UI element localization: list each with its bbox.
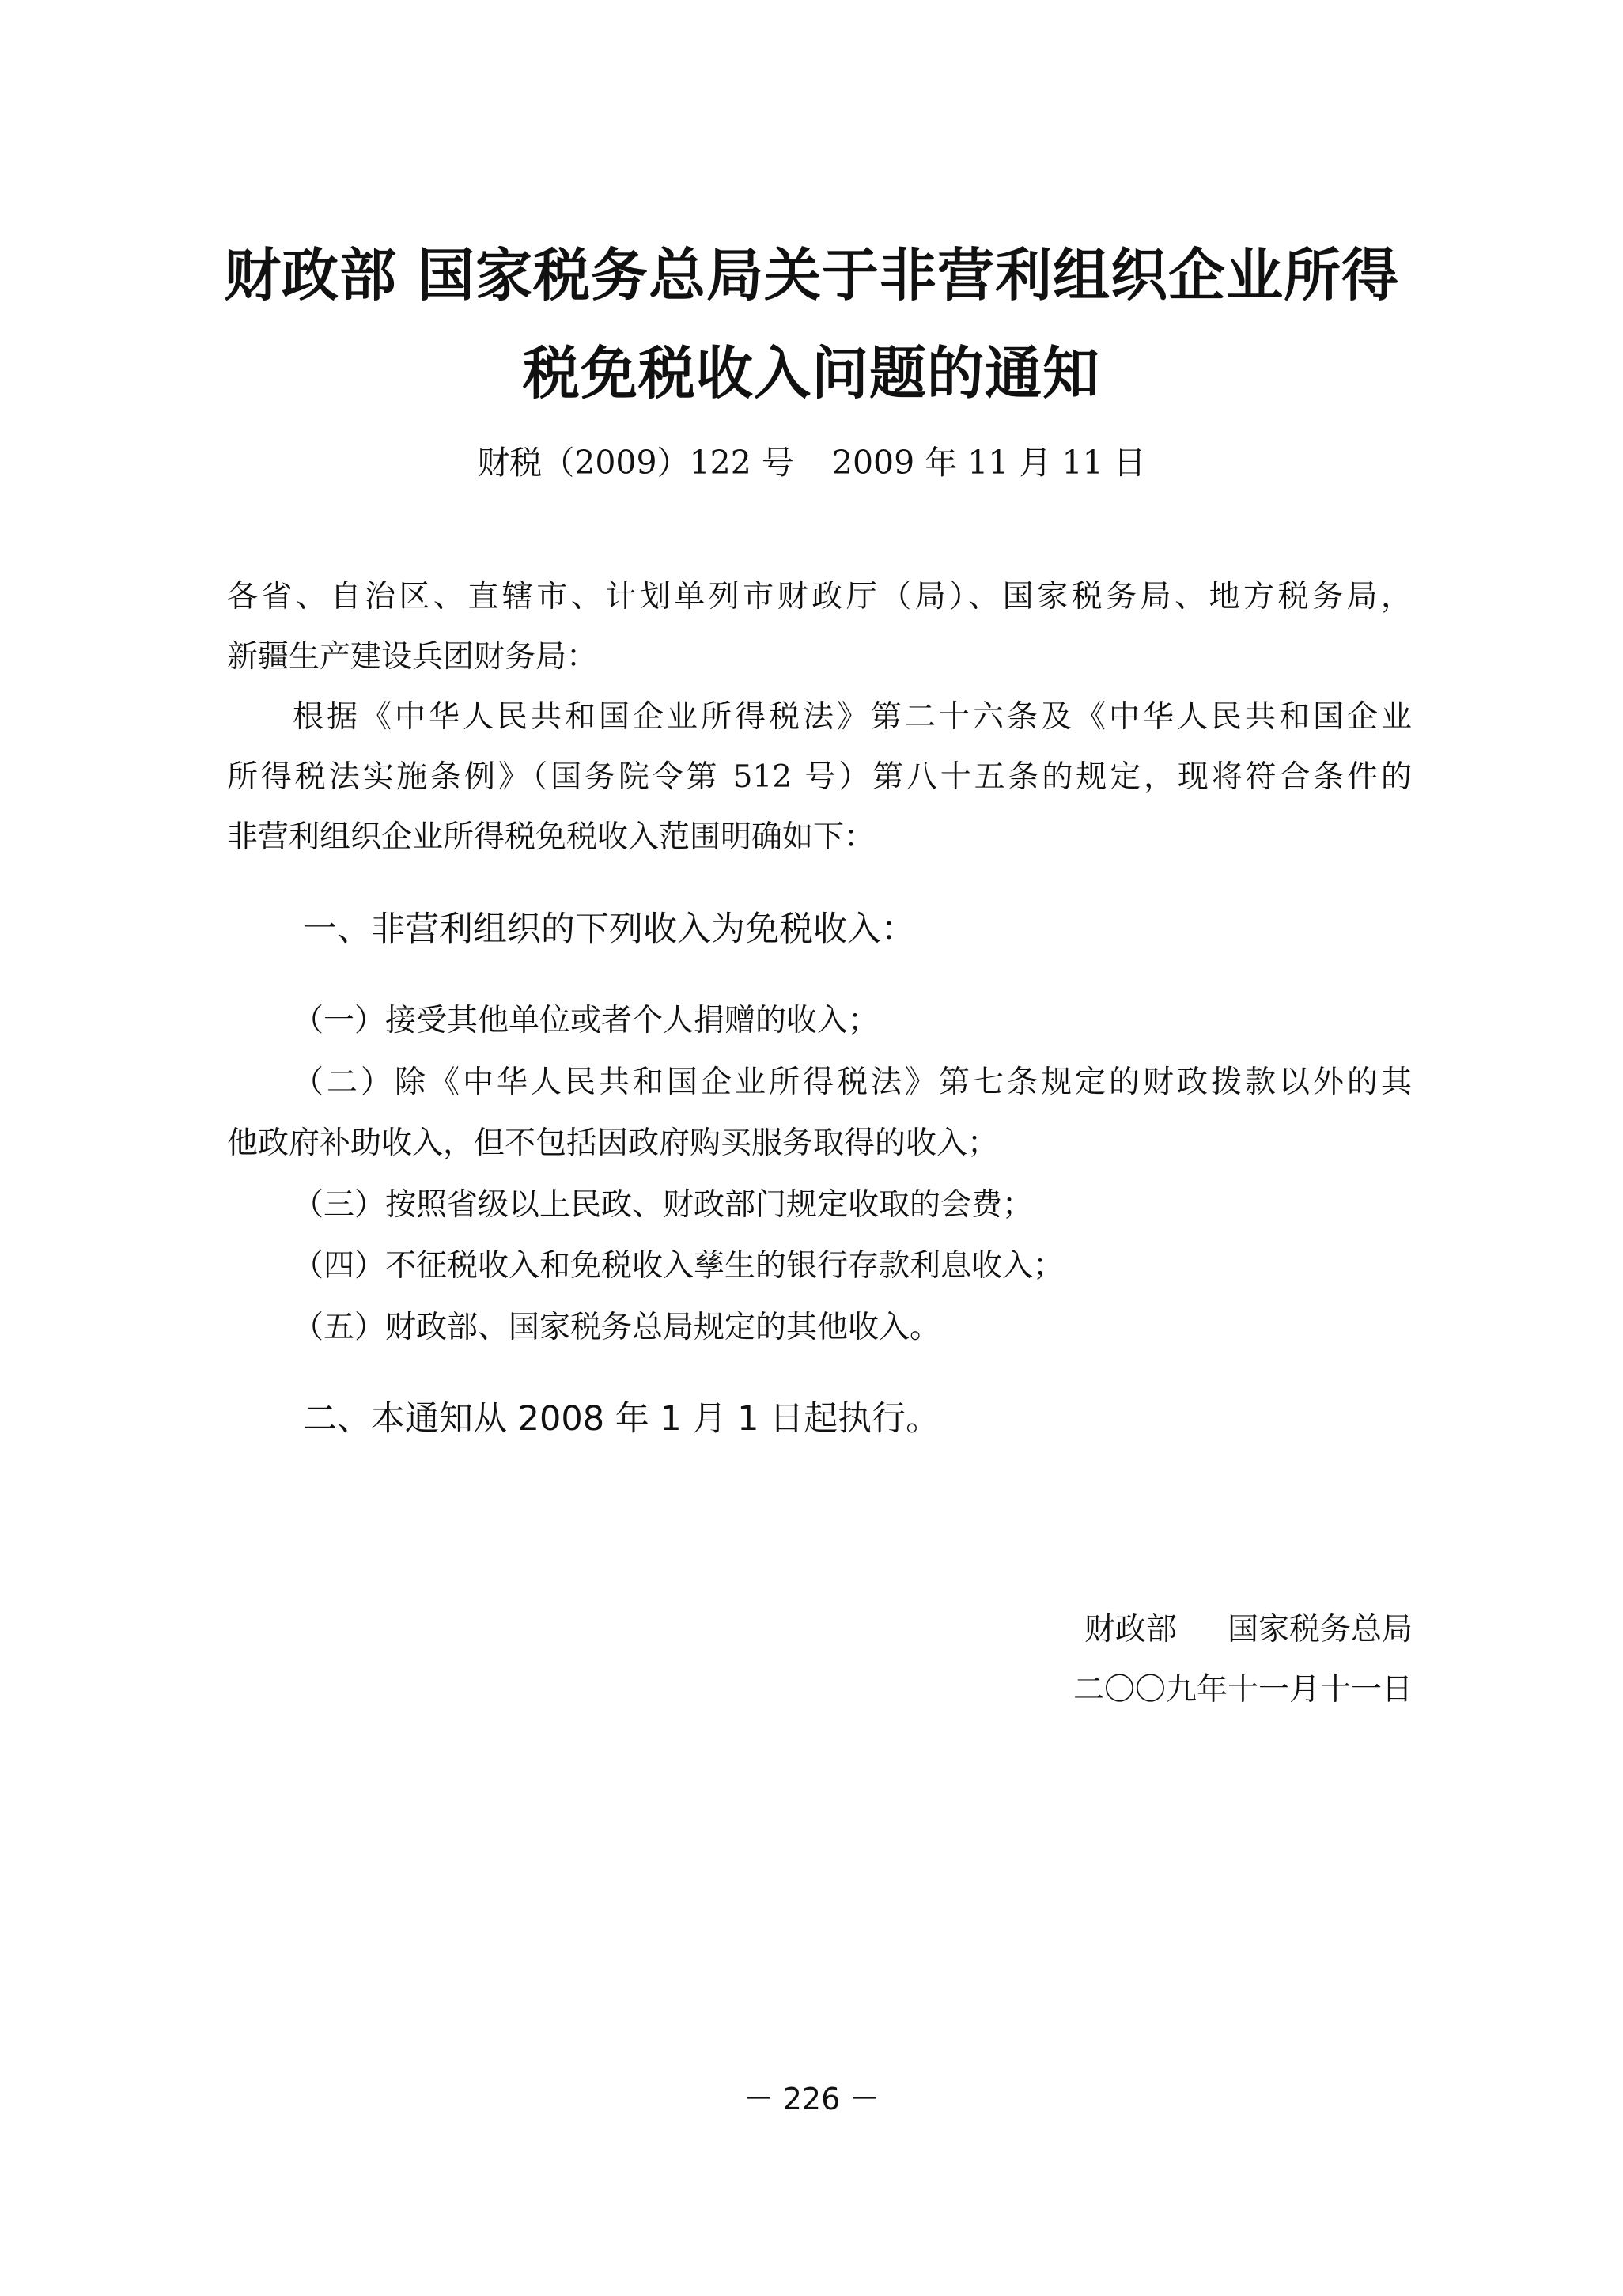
section-1-item-5: （五）财政部、国家税务总局规定的其他收入。 [293, 1310, 941, 1345]
section-2-heading: 二、本通知从 2008 年 1 月 1 日起执行。 [303, 1399, 940, 1439]
document-code: 财税（2009）122 号 [477, 444, 794, 482]
section-1-item-1: （一）接受其他单位或者个人捐赠的收入； [293, 1003, 880, 1038]
signature-date: 二〇〇九年十一月十一日 [1073, 1672, 1413, 1708]
section-1-item-2-line-2: 他政府补助收入，但不包括因政府购买服务取得的收入； [227, 1125, 999, 1161]
intro-line-3: 非营利组织企业所得税免税收入范围明确如下： [227, 819, 876, 855]
intro-line-1: 根据《中华人民共和国企业所得税法》第二十六条及《中华人民共和国企业 [293, 699, 1412, 735]
section-1-item-2-line-1: （二）除《中华人民共和国企业所得税法》第七条规定的财政拨款以外的其 [293, 1065, 1412, 1100]
document-title-line-2: 税免税收入问题的通知 [522, 340, 1100, 407]
section-1-item-3: （三）按照省级以上民政、财政部门规定收取的会费； [293, 1187, 1034, 1223]
signature-issuer-1: 财政部 [1084, 1612, 1177, 1647]
document-date: 2009 年 11 月 11 日 [831, 444, 1146, 482]
document-title-line-1: 财政部 国家税务总局关于非营利组织企业所得 [223, 242, 1400, 308]
page-number: － 226 － [743, 2082, 880, 2116]
section-1-heading: 一、非营利组织的下列收入为免税收入： [303, 910, 915, 949]
signature-issuers [1084, 1614, 1413, 1645]
section-1-item-4: （四）不征税收入和免税收入孳生的银行存款利息收入； [293, 1248, 1065, 1284]
signature-issuer-2: 国家税务总局 [1227, 1612, 1413, 1647]
salutation-line-2: 新疆生产建设兵团财务局： [227, 639, 598, 675]
salutation-line-1: 各省、自治区、直辖市、计划单列市财政厅（局）、国家税务局、地方税务局， [227, 579, 1412, 615]
intro-line-2: 所得税法实施条例》（国务院令第 512 号）第八十五条的规定，现将符合条件的 [227, 759, 1412, 795]
document-number-line [158, 444, 1465, 482]
